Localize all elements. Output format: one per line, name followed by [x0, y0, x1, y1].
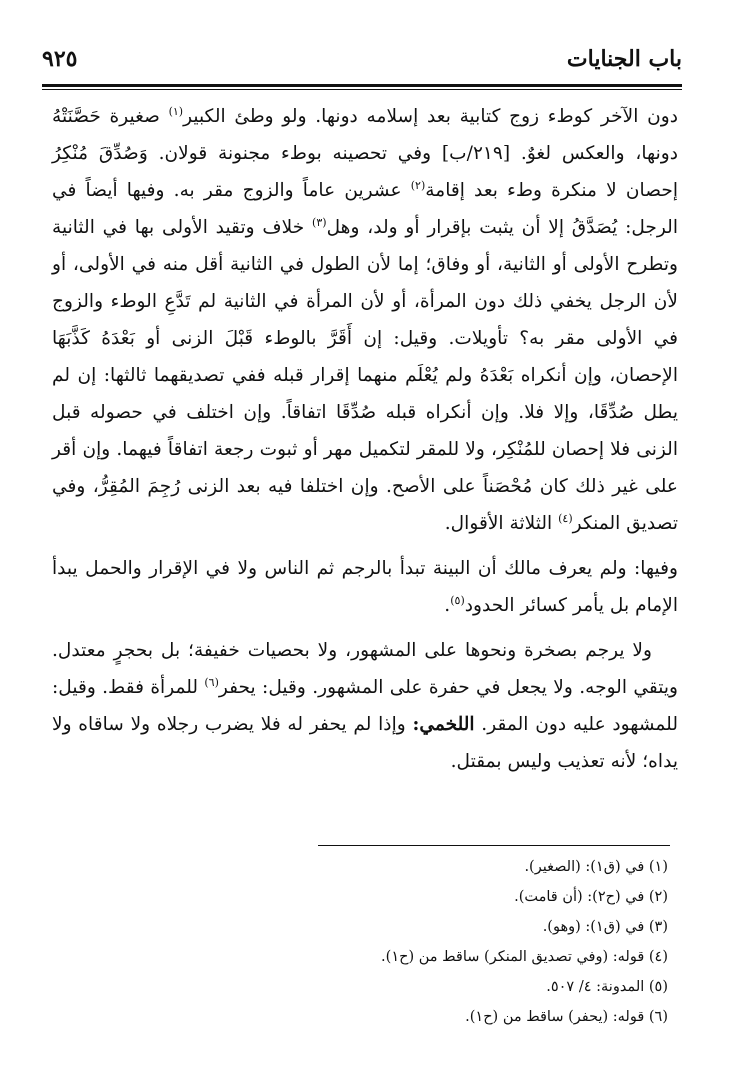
header-rule-thin [42, 89, 682, 90]
chapter-title: باب الجنايات [566, 46, 682, 72]
footnote-ref: (٥) [450, 593, 465, 607]
footnote-ref: (١) [168, 104, 184, 118]
text-run: الثلاثة الأقوال. [444, 513, 559, 534]
main-text [52, 98, 678, 780]
paragraph [52, 632, 678, 780]
footnote: (٥) المدونة: ٤/ ٥٠٧. [546, 979, 668, 995]
footnote-ref: (٢) [410, 178, 426, 192]
footnote: (٤) قوله: (وفي تصديق المنكر) ساقط من (ح١). [381, 949, 668, 965]
footnote: (٦) قوله: (يحفر) ساقط من (ح١). [465, 1009, 668, 1025]
text-run: وفيها: ولم يعرف مالك أن البينة تبدأ بالرجم ثم الناس ولا في الإقرار والحمل يبدأ الإمام بل يأمر كسائر الحدود [52, 558, 678, 616]
page-header [42, 40, 682, 80]
text-run: عشرين عاماً والزوج مقر به. وفيها أيضاً في الرجل: يُصَدَّقُ إلا أن يثبت بإقرار أو ولد، وهل [52, 180, 679, 238]
paragraph [52, 550, 678, 624]
footnote-ref: (٤) [558, 511, 573, 525]
header-rule-thick [42, 84, 682, 87]
text-run: للمرأة فقط. وقيل: للمشهود عليه دون المقر. [52, 677, 679, 735]
footnote-ref: (٦) [204, 675, 219, 689]
text-run: خلاف وتقيد الأولى بها في الثانية وتطرح الأولى أو الثانية، أو وفاق؛ إما لأن الطول في الثانية أقل منه في الأولى، أو لأن الرجل يخفي ذلك دون المرأة، أو لأن المرأة في الثانية لم تَدَّعِ الوطء والزوج في الأولى مقر به؟ تأويلات. وقيل: إن أَقَرَّ بالوطء قَبْلَ الزنى أو بَعْدَهُ كَذَّبَهَا الإحصان، وإن أنكراه بَعْدَهُ ولم يُعْلَم منهما إقرار قبله ففي تصديقهما ثالثها: إن لم يطل صُدِّقَا، وإلا فلا. وإن أنكراه قبله صُدِّقَا اتفاقاً. وإن اختلف في حصوله قبل الزنى فلا إحصان للمُنْكِر، ولا للمقر لتكميل مهر أو ثبوت رجعة اتفاقاً فيهما. وإن أقر على غير ذلك كان مُحْصَناً على الأصح. وإن اختلفا فيه بعد الزنى رُجِمَ المُقِرُّ، وفي تصديق المنكر [52, 217, 678, 534]
text-run: . [444, 595, 451, 616]
footnote-ref: (٣) [312, 215, 327, 229]
text-run: ولا يرجم بصخرة ونحوها على المشهور، ولا بحصيات خفيفة؛ بل بحجرٍ معتدل. ويتقي الوجه. ولا يجعل في حفرة على المشهور. وقيل: يحفر [52, 640, 678, 698]
text-run: دون الآخر كوطء زوج كتابية بعد إسلامه دونها. ولو وطئ الكبير [183, 106, 678, 127]
page-number: ٩٢٥ [42, 46, 78, 72]
text-run: وإذا لم يحفر له فلا يضرب رجلاه ولا ساقاه ولا يداه؛ لأنه تعذيب وليس بمقتل. [52, 714, 678, 772]
text-run: صغيرة حَصَّنَتْهُ دونها، والعكس لغوٌ. [٢١٩/ب] وفي تحصينه بوطء مجنونة قولان. وَصُدِّقَ مُنْكِرُ إحصان لا منكرة وطء بعد إقامة [52, 106, 679, 201]
bold-term: اللخمي: [412, 714, 475, 735]
footnotes [60, 852, 668, 1032]
footnote: (١) في (ق١): (الصغير). [524, 859, 668, 875]
paragraph [52, 98, 678, 542]
footnote: (٣) في (ق١): (وهو). [542, 919, 668, 935]
footnote: (٢) في (ح٢): (أن قامت). [514, 889, 668, 905]
footnote-separator [318, 845, 670, 846]
